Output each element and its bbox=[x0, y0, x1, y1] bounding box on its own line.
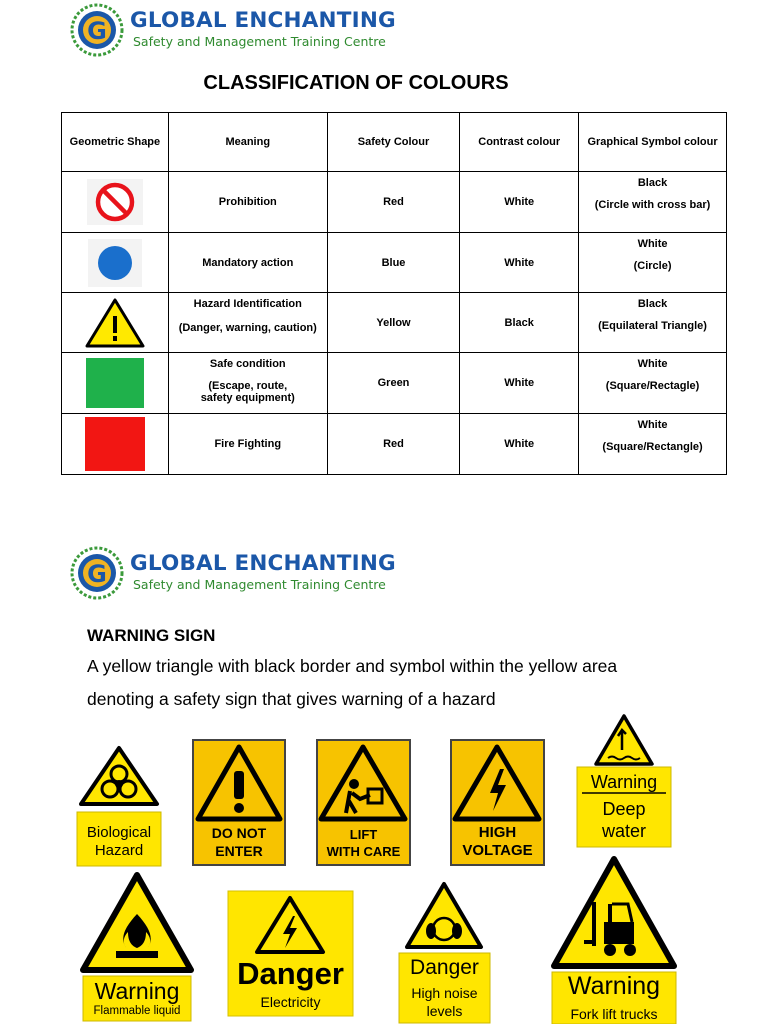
logo-brand: GLOBAL ENCHANTING bbox=[130, 8, 396, 33]
sign-text: Danger bbox=[410, 956, 479, 979]
sign-text: Fork lift trucks bbox=[570, 1006, 658, 1022]
section-description: A yellow triangle with black border and symbol within the yellow area denoting a safety sign that gives warning of a hazard bbox=[87, 656, 618, 709]
meaning-title: Safe condition bbox=[209, 358, 286, 370]
shape-cell bbox=[62, 172, 169, 233]
contrast-colour-cell: White bbox=[460, 414, 579, 475]
company-logo bbox=[70, 546, 400, 602]
table-row bbox=[62, 233, 727, 293]
meaning-detail: (Escape, route, safety equipment) bbox=[200, 380, 295, 404]
sign-text: WITH CARE bbox=[326, 844, 401, 859]
meaning-cell bbox=[168, 353, 327, 414]
safety-colour-cell: Green bbox=[327, 353, 460, 414]
table-row bbox=[62, 293, 727, 353]
symbol-colour: Black bbox=[637, 297, 668, 310]
sign-text: ENTER bbox=[215, 843, 263, 859]
table-row bbox=[62, 414, 727, 475]
red-square-icon bbox=[84, 416, 146, 472]
deep-water-sign bbox=[576, 714, 672, 848]
svg-text:G: G bbox=[87, 17, 107, 45]
symbol-shape: (Circle with cross bar) bbox=[594, 199, 711, 211]
safety-colour-cell: Yellow bbox=[327, 293, 460, 353]
logo-emblem-icon bbox=[70, 546, 124, 600]
symbol-shape: (Square/Rectangle) bbox=[602, 441, 703, 453]
biological-hazard-sign bbox=[76, 744, 162, 868]
mandatory-icon bbox=[88, 239, 142, 287]
symbol-shape: (Equilateral Triangle) bbox=[598, 319, 707, 332]
sign-text: Warning bbox=[94, 978, 180, 1004]
colour-classification-table bbox=[61, 112, 727, 475]
sign-text: Flammable liquid bbox=[93, 1005, 181, 1017]
sign-text: Electricity bbox=[260, 994, 321, 1010]
sign-text: Warning bbox=[590, 772, 658, 792]
sign-text: levels bbox=[426, 1003, 463, 1019]
header-meaning: Meaning bbox=[168, 113, 327, 172]
header-geometric-shape: Geometric Shape bbox=[62, 113, 169, 172]
symbol-colour-cell bbox=[579, 172, 727, 233]
sign-text: water bbox=[601, 821, 646, 841]
meaning-cell: Mandatory action bbox=[168, 233, 327, 293]
symbol-colour-cell bbox=[579, 233, 727, 293]
contrast-colour-cell: White bbox=[460, 172, 579, 233]
sign-text: Deep bbox=[602, 799, 646, 819]
meaning-cell: Fire Fighting bbox=[168, 414, 327, 475]
company-logo bbox=[70, 3, 400, 59]
logo-emblem-icon bbox=[70, 3, 124, 57]
danger-noise-sign bbox=[398, 881, 491, 1024]
symbol-shape: (Square/Rectagle) bbox=[605, 380, 700, 392]
sign-text: DO NOT bbox=[211, 825, 267, 841]
logo-brand: GLOBAL ENCHANTING bbox=[130, 551, 396, 576]
high-voltage-sign bbox=[450, 739, 545, 866]
symbol-colour-cell bbox=[579, 353, 727, 414]
fork-lift-trucks-sign bbox=[550, 856, 678, 1024]
sign-text: HIGH bbox=[478, 824, 517, 841]
table-row bbox=[62, 172, 727, 233]
table-header-row bbox=[62, 113, 727, 172]
header-symbol-colour: Graphical Symbol colour bbox=[579, 113, 727, 172]
meaning-title: Hazard Identification bbox=[193, 297, 302, 310]
sign-text: Warning bbox=[567, 972, 661, 1000]
symbol-colour: White bbox=[637, 237, 668, 250]
symbol-colour: White bbox=[637, 358, 668, 370]
shape-cell bbox=[62, 233, 169, 293]
page-title: CLASSIFICATION OF COLOURS bbox=[203, 72, 509, 94]
sign-text: High noise bbox=[411, 985, 478, 1001]
do-not-enter-sign bbox=[192, 739, 286, 866]
shape-cell bbox=[62, 353, 169, 414]
contrast-colour-cell: White bbox=[460, 233, 579, 293]
meaning-detail: (Danger, warning, caution) bbox=[178, 321, 317, 334]
symbol-colour: Black bbox=[637, 177, 668, 189]
sign-text: Danger bbox=[237, 956, 344, 991]
sign-text: LIFT bbox=[349, 827, 378, 842]
symbol-colour-cell bbox=[579, 414, 727, 475]
symbol-colour: White bbox=[637, 419, 668, 431]
prohibition-icon bbox=[87, 179, 143, 225]
lift-with-care-sign bbox=[316, 739, 411, 866]
safety-colour-cell: Red bbox=[327, 172, 460, 233]
sign-text: Biological bbox=[86, 824, 152, 841]
meaning-cell: Prohibition bbox=[168, 172, 327, 233]
header-contrast-colour: Contrast colour bbox=[460, 113, 579, 172]
svg-text:G: G bbox=[87, 560, 107, 588]
sign-text: VOLTAGE bbox=[462, 842, 533, 859]
safety-colour-cell: Blue bbox=[327, 233, 460, 293]
section-heading: WARNING SIGN bbox=[87, 626, 216, 645]
symbol-colour-cell bbox=[579, 293, 727, 353]
contrast-colour-cell: White bbox=[460, 353, 579, 414]
safety-colour-cell: Red bbox=[327, 414, 460, 475]
shape-cell bbox=[62, 414, 169, 475]
shape-cell bbox=[62, 293, 169, 353]
logo-tagline: Safety and Management Training Centre bbox=[133, 34, 386, 49]
meaning-cell bbox=[168, 293, 327, 353]
warning-triangle-icon bbox=[84, 297, 146, 349]
logo-tagline: Safety and Management Training Centre bbox=[133, 577, 386, 592]
danger-electricity-sign bbox=[227, 890, 354, 1017]
green-square-icon bbox=[85, 357, 145, 409]
symbol-shape: (Circle) bbox=[633, 259, 672, 272]
contrast-colour-cell: Black bbox=[460, 293, 579, 353]
flammable-liquid-sign bbox=[80, 872, 194, 1022]
header-safety-colour: Safety Colour bbox=[327, 113, 460, 172]
table-row bbox=[62, 353, 727, 414]
sign-text: Hazard bbox=[94, 842, 144, 859]
